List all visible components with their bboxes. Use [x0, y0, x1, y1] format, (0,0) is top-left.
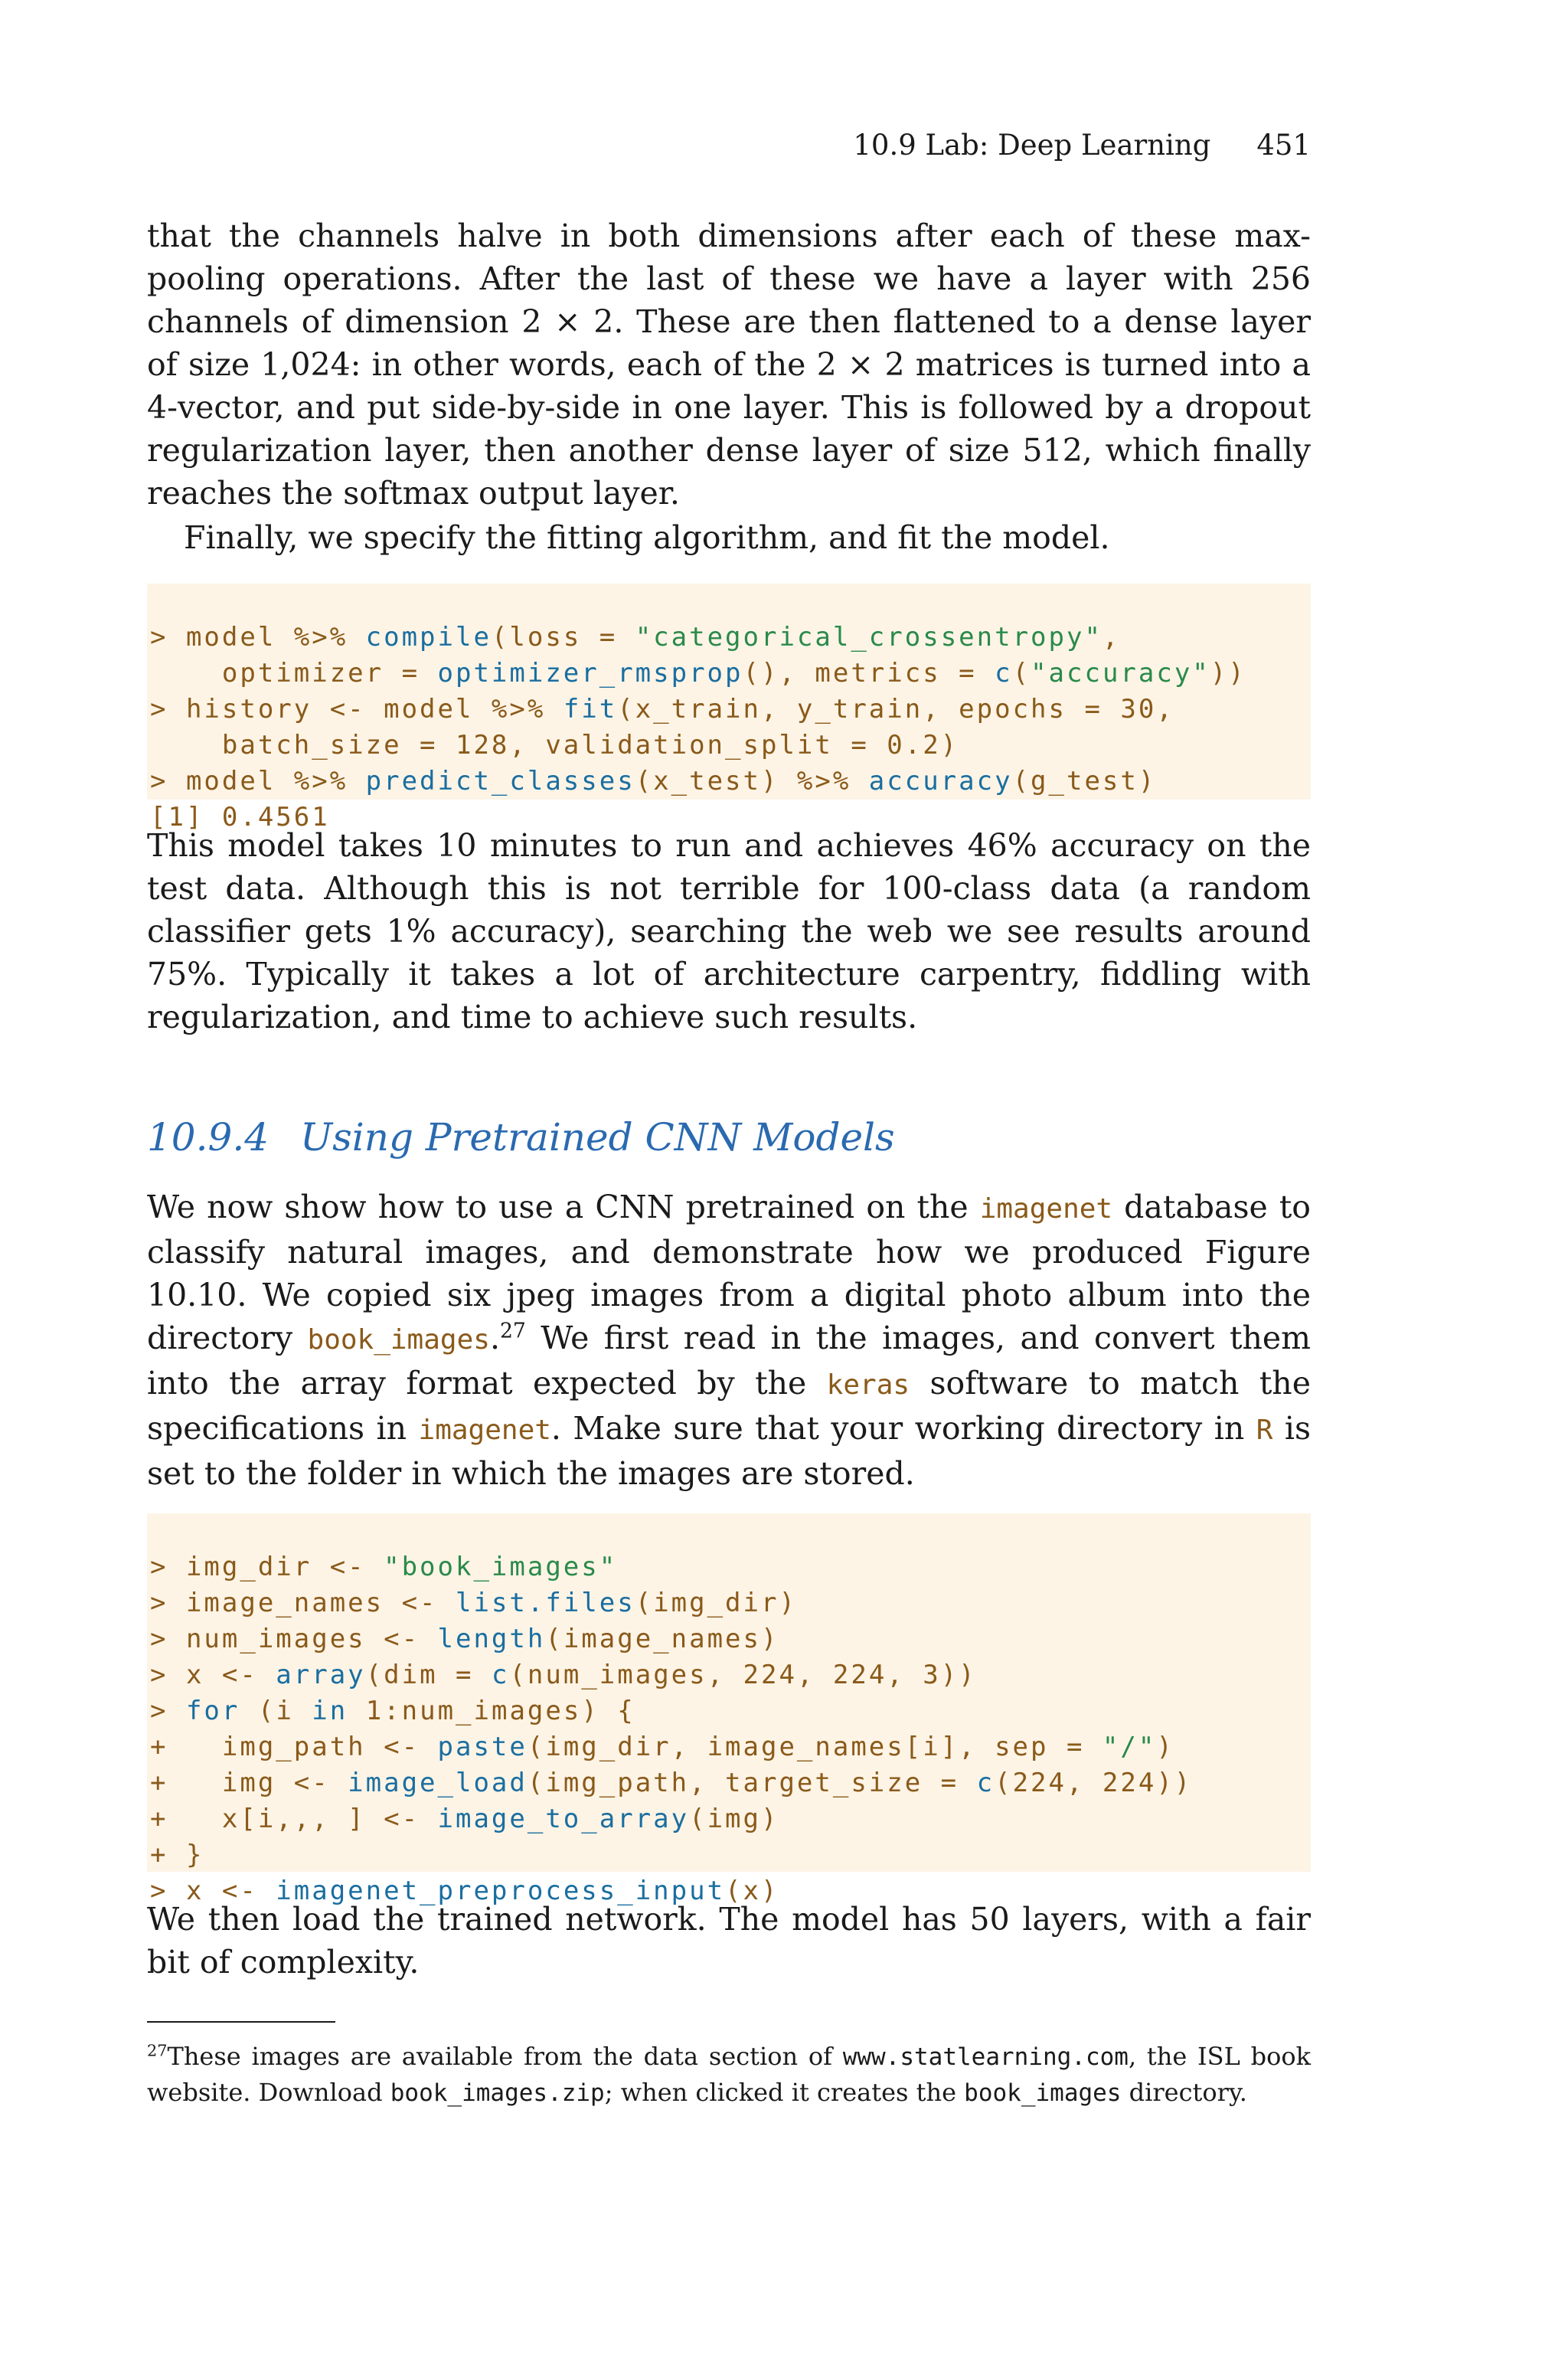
code-output: [1] 0.4561 — [150, 802, 330, 832]
inline-code-imagenet: imagenet — [418, 1415, 551, 1446]
inline-code-r: R — [1256, 1415, 1273, 1446]
paragraph-1: that the channels halve in both dimensions after each of these max-pooling operations. After the last of these we have a layer with 256 channels of dimension 2 × 2. These are then flattened to a dense layer of size 1,024: in other words, each of the 2 × 2 matrices is turned into a 4-vector, and put side-by-side in one layer. This is followed by a dropout regularization layer, then another dense layer of size 512, which finally reaches the softmax output layer. — [147, 218, 1311, 512]
inline-code-keras: keras — [826, 1369, 910, 1401]
code-line: > num_images <- length(image_names) — [150, 1624, 779, 1654]
inline-code-book-images: book_images — [307, 1324, 490, 1356]
code-block-fit-model — [147, 584, 1311, 832]
code-line: + } — [150, 1840, 204, 1870]
code-line: > model %>% compile(loss = "categorical_crossentropy", — [150, 622, 1121, 653]
code-line: + img <- image_load(img_path, target_size = c(224, 224)) — [150, 1768, 1193, 1798]
code-line: + x[i,,, ] <- image_to_array(img) — [150, 1804, 779, 1834]
footnote: $^{27}$These images are available from the data section of www.statlearning.com, the ISL book website. Download book_images.zip; when clicked it creates the book_images directory. — [147, 2041, 1312, 2107]
code-line: > model %>% predict_classes(x_test) %>% accuracy(g_test) — [150, 766, 1157, 796]
code-line: > img_dir <- "book_images" — [150, 1552, 618, 1582]
footnote-link-statlearning[interactable]: www.statlearning.com — [842, 2043, 1129, 2071]
code-line: optimizer = optimizer_rmsprop(), metrics = c("accuracy")) — [150, 658, 1246, 689]
footnote-number: 27 — [147, 2041, 168, 2060]
code-line: > for (i in 1:num_images) { — [150, 1696, 635, 1726]
paragraph-5: We then load the trained network. The model has 50 layers, with a fair bit of complexity. — [147, 1901, 1311, 1981]
code-line: > history <- model %>% fit(x_train, y_train, epochs = 30, — [150, 694, 1174, 725]
code-line: > x <- imagenet_preprocess_input(x) — [150, 1876, 779, 1906]
running-head — [147, 129, 1311, 162]
footnote-mark: 27 — [499, 1319, 526, 1343]
footnote-code-zip: book_images.zip — [390, 2079, 605, 2107]
inline-code-imagenet: imagenet — [979, 1193, 1113, 1225]
code-block-load-images — [147, 1513, 1311, 1906]
code-line: batch_size = 128, validation_split = 0.2) — [150, 730, 959, 761]
page-number: 451 — [1256, 129, 1311, 162]
section-heading — [147, 1115, 1311, 1160]
paragraph-3: This model takes 10 minutes to run and achieves 46% accuracy on the test data. Although this is not terrible for 100-class data (a random classifier gets 1% accuracy), searching the web we see results around 75%. Typically it takes a lot of architecture carpentry, fiddling with regularization, and time to achieve such results. — [147, 827, 1311, 1035]
running-head-title: 10.9 Lab: Deep Learning — [853, 129, 1211, 162]
section-title: Using Pretrained CNN Models — [300, 1115, 895, 1160]
footnote-rule — [147, 2021, 335, 2023]
code-line: + img_path <- paste(img_dir, image_names[i], sep = "/") — [150, 1732, 1174, 1762]
footnote-code-dir: book_images — [964, 2079, 1122, 2107]
paragraph-4: We now show how to use a CNN pretrained on the imagenet database to classify natural images, and demonstrate how we produced Figure 10.10. We copied six jpeg images from a digital photo album into the directory book_images.$^{27}$ We first read in the images, and convert them into the array format expected by the keras software to match the specifications in imagenet. Make sure that your working directory in R is set to the folder in which the images are stored. — [147, 1189, 1311, 1492]
paragraph-2: Finally, we specify the fitting algorithm, and fit the model. — [184, 519, 1110, 556]
section-number: 10.9.4 — [147, 1115, 270, 1160]
code-line: > image_names <- list.files(img_dir) — [150, 1588, 797, 1618]
code-line: > x <- array(dim = c(num_images, 224, 224, 3)) — [150, 1660, 977, 1690]
